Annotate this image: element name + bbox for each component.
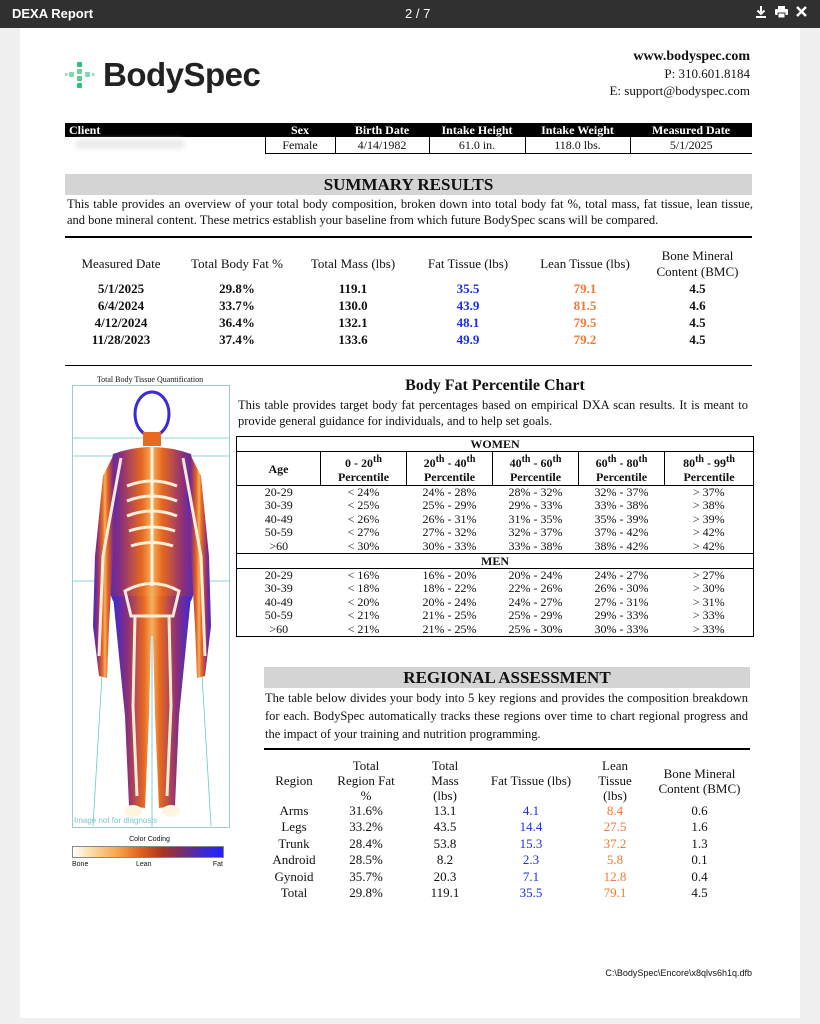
summary-lean: 79.2: [573, 332, 597, 347]
age-range-cell: 30-39: [264, 498, 293, 513]
men-percentile-row: [237, 582, 754, 595]
body-scan-figure: [73, 386, 230, 828]
percentile-cell: 30% - 33%: [422, 538, 477, 553]
percentile-cell: > 30%: [692, 581, 725, 596]
dexa-scan-image: [72, 385, 230, 828]
scan-disclaimer: Image not for diagnosis: [74, 816, 158, 825]
age-range-cell: 20-29: [237, 486, 321, 500]
percentile-cell: 21% - 25%: [422, 621, 477, 636]
regional-fat-pct: 28.4%: [349, 835, 383, 851]
age-range-cell: 50-59: [264, 608, 293, 623]
men-percentile-row: [237, 569, 754, 583]
women-label: WOMEN: [470, 437, 520, 451]
regional-bmc: 0.6: [691, 803, 708, 818]
summary-date: 4/12/2024: [94, 315, 148, 330]
regional-fat: 7.1: [522, 868, 540, 884]
report-page: [20, 28, 800, 1018]
regional-region: Gynoid: [274, 868, 314, 884]
age-range-cell: 30-39: [264, 581, 293, 596]
men-percentile-row: [237, 596, 754, 609]
sex-header: Sex: [265, 123, 335, 137]
regional-fat-pct: 28.5%: [349, 852, 383, 868]
regional-fat-pct: 31.6%: [349, 803, 383, 818]
regional-row: [265, 869, 750, 885]
men-percentile-row: [237, 609, 754, 622]
percentile-cell: 24% - 27%: [508, 594, 563, 609]
viewer-toolbar: [0, 0, 820, 28]
summary-top-rule: [65, 236, 752, 238]
body-fat-percentile-table: [236, 436, 754, 637]
percentile-cell: 30% - 33%: [594, 621, 649, 636]
percentile-cell: > 31%: [692, 594, 725, 609]
website-link[interactable]: www.bodyspec.com: [633, 49, 750, 64]
client-birth-date: 4/14/1982: [335, 137, 429, 154]
summary-col-bmc: Bone Mineral Content (BMC): [656, 248, 739, 279]
regional-bmc: 1.3: [691, 835, 708, 851]
regional-region: Android: [272, 852, 316, 868]
summary-date: 11/28/2023: [91, 332, 151, 347]
men-label: MEN: [237, 554, 754, 569]
regional-mass: 53.8: [433, 835, 457, 851]
regional-region: Trunk: [278, 835, 310, 851]
percentile-cell: < 18%: [347, 581, 380, 596]
percentile-cell: 29% - 33%: [594, 608, 649, 623]
color-label-bone: Bone: [72, 861, 89, 868]
percentile-cell: 37% - 42%: [594, 525, 649, 540]
support-email[interactable]: E: support@bodyspec.com: [609, 83, 750, 98]
client-info-table: [65, 123, 752, 154]
summary-lean: 81.5: [573, 298, 597, 313]
regional-fat: 14.4: [519, 819, 543, 835]
summary-results-table: [65, 248, 752, 348]
regional-mass: 20.3: [433, 868, 457, 884]
intake-height-header: Intake Height: [429, 123, 525, 137]
percentile-cell: < 20%: [347, 594, 380, 609]
regional-row: [265, 819, 750, 835]
summary-bodyfat: 37.4%: [219, 332, 255, 347]
regional-lean: 8.4: [606, 803, 624, 818]
percentile-cell: < 30%: [347, 538, 380, 553]
percentile-cell: 24% - 27%: [594, 568, 649, 583]
client-weight: 118.0 lbs.: [525, 137, 630, 154]
summary-fat: 35.5: [456, 281, 480, 296]
client-header: Client: [65, 123, 265, 137]
percentile-cell: 32% - 37%: [579, 486, 665, 500]
percentile-cell: 35% - 39%: [594, 511, 649, 526]
client-measured-date: 5/1/2025: [630, 137, 752, 154]
summary-results-title: SUMMARY RESULTS: [65, 174, 752, 195]
regional-fat-pct: 33.2%: [349, 819, 383, 835]
summary-row: [65, 331, 752, 348]
pct-header-80-99: 80th - 99th Percentile: [665, 452, 754, 486]
summary-col-date: Measured Date: [81, 256, 161, 271]
percentile-cell: 24% - 28%: [407, 486, 493, 500]
percentile-cell: > 38%: [692, 498, 725, 513]
birth-date-header: Birth Date: [335, 123, 429, 137]
summary-mass: 132.1: [338, 315, 368, 330]
regional-col-fat: Fat Tissue (lbs): [490, 773, 572, 788]
percentile-cell: < 26%: [347, 511, 380, 526]
age-range-cell: 40-49: [264, 594, 293, 609]
measured-date-header: Measured Date: [630, 123, 752, 137]
percentile-cell: < 25%: [347, 498, 380, 513]
close-icon[interactable]: [795, 5, 808, 22]
regional-bmc: 0.1: [691, 852, 708, 868]
percentile-cell: 25% - 29%: [422, 498, 477, 513]
regional-description: The table below divides your body into 5 key regions and provides the composition breakdown for each. BodySpec automatically tracks these regions over time to chart regional progress and the impact of your training and nutrition programming.: [265, 691, 748, 741]
women-percentile-row: [237, 540, 754, 554]
age-range-cell: 40-49: [264, 511, 293, 526]
summary-col-bodyfat: Total Body Fat %: [191, 256, 283, 271]
client-sex: Female: [265, 137, 335, 154]
percentile-cell: > 39%: [692, 511, 725, 526]
percentile-cell: < 27%: [347, 525, 380, 540]
summary-bmc: 4.5: [689, 332, 706, 347]
regional-mass: 8.2: [436, 852, 454, 868]
regional-assessment-table: [265, 758, 750, 901]
women-percentile-row: [237, 513, 754, 526]
percentile-cell: 16% - 20%: [422, 568, 477, 583]
percentile-cell: 26% - 31%: [422, 511, 477, 526]
summary-lean: 79.5: [573, 315, 597, 330]
pct-header-0-20: 0 - 20th Percentile: [321, 452, 407, 486]
regional-fat: 35.5: [519, 885, 543, 901]
percentile-cell: 29% - 33%: [508, 498, 563, 513]
file-path: C:\BodySpec\Encore\x8qlvs6h1q.dfb: [605, 968, 752, 978]
regional-region: Total: [280, 885, 308, 901]
percentile-cell: 22% - 26%: [508, 581, 563, 596]
summary-mass: 133.6: [338, 332, 368, 347]
percentile-cell: 27% - 32%: [422, 525, 477, 540]
summary-lean: 79.1: [573, 281, 597, 296]
percentile-cell: 25% - 30%: [508, 621, 563, 636]
pct-header-40-60: 40th - 60th Percentile: [493, 452, 579, 486]
percentile-cell: 33% - 38%: [594, 498, 649, 513]
percentile-cell: 20% - 24%: [508, 568, 563, 583]
regional-bmc: 0.4: [691, 868, 708, 884]
summary-row: [65, 297, 752, 314]
viewer-title: DEXA Report: [12, 6, 94, 21]
regional-fat: 2.3: [522, 852, 540, 868]
color-coding-legend: [72, 846, 224, 858]
regional-top-rule: [264, 748, 750, 750]
percentile-cell: > 42%: [692, 525, 725, 540]
regional-bmc: 1.6: [691, 819, 708, 835]
regional-lean: 37.2: [603, 835, 627, 851]
women-percentile-row: [237, 499, 754, 512]
percentile-cell: > 37%: [665, 486, 754, 500]
summary-fat: 43.9: [456, 298, 480, 313]
download-icon[interactable]: [754, 5, 768, 22]
summary-date: 6/4/2024: [97, 298, 145, 313]
color-label-lean: Lean: [136, 861, 152, 868]
regional-fat-pct: 35.7%: [349, 868, 383, 884]
percentile-cell: 38% - 42%: [594, 538, 649, 553]
summary-description: This table provides an overview of your total body composition, broken down into total body fat %, total mass, fat tissue, lean tissue, and bone mineral content. These metrics establish your baseline from which future BodySpec scans will be compared.: [67, 197, 753, 227]
regional-col-bmc: Bone Mineral Content (BMC): [658, 765, 741, 796]
regional-col-fat-pct: Total Region Fat %: [337, 758, 395, 803]
regional-col-lean: Lean Tissue (lbs): [598, 758, 632, 803]
men-percentile-row: [237, 623, 754, 637]
percentile-cell: 21% - 25%: [422, 608, 477, 623]
women-percentile-row: [237, 526, 754, 539]
age-header: Age: [237, 452, 321, 486]
summary-col-lean: Lean Tissue (lbs): [540, 256, 630, 271]
summary-bmc: 4.5: [689, 281, 706, 296]
bodyspec-logo: [65, 56, 260, 94]
regional-bmc: 4.5: [691, 885, 708, 901]
summary-date: 5/1/2025: [97, 281, 145, 296]
age-range-cell: >60: [269, 538, 289, 553]
percentile-cell: 27% - 31%: [594, 594, 649, 609]
percentile-cell: > 33%: [692, 608, 725, 623]
regional-row: [265, 803, 750, 819]
percentile-cell: < 16%: [347, 568, 380, 583]
percentile-cell: < 21%: [347, 621, 380, 636]
regional-fat: 15.3: [519, 835, 543, 851]
color-label-fat: Fat: [212, 861, 223, 868]
percentile-description: This table provides target body fat percentages based on empirical DXA scan results. It is meant to provide general guidance for individuals, and to help set goals.: [238, 398, 748, 428]
page-indicator: 2 / 7: [405, 6, 431, 21]
percentile-cell: > 27%: [692, 568, 725, 583]
client-height: 61.0 in.: [429, 137, 525, 154]
client-name-redacted: [65, 137, 265, 154]
summary-fat: 49.9: [456, 332, 480, 347]
regional-row: [265, 885, 750, 901]
scan-title: Total Body Tissue Quantification: [96, 375, 204, 384]
percentile-cell: 20% - 24%: [422, 594, 477, 609]
regional-row: [265, 852, 750, 868]
percentile-cell: < 21%: [347, 608, 380, 623]
pct-header-60-80: 60th - 80th Percentile: [579, 452, 665, 486]
regional-row: [265, 836, 750, 852]
regional-region: Legs: [281, 819, 307, 835]
percentile-cell: < 24%: [321, 486, 407, 500]
pct-header-20-40: 20th - 40th Percentile: [407, 452, 493, 486]
summary-row: [65, 314, 752, 331]
percentile-cell: 26% - 30%: [594, 581, 649, 596]
summary-fat: 48.1: [456, 315, 480, 330]
contact-block: [609, 48, 750, 99]
regional-col-region: Region: [275, 773, 313, 788]
regional-lean: 79.1: [603, 885, 627, 901]
summary-col-mass: Total Mass (lbs): [310, 256, 396, 271]
percentile-cell: 25% - 29%: [508, 608, 563, 623]
intake-weight-header: Intake Weight: [525, 123, 630, 137]
regional-lean: 27.5: [603, 819, 627, 835]
regional-fat: 4.1: [522, 803, 540, 818]
percentile-cell: 33% - 38%: [508, 538, 563, 553]
percentile-cell: 32% - 37%: [508, 525, 563, 540]
women-percentile-row: [237, 486, 754, 500]
summary-bottom-rule: [65, 365, 752, 366]
print-icon[interactable]: [774, 5, 789, 22]
regional-assessment-title: REGIONAL ASSESSMENT: [264, 667, 750, 688]
summary-mass: 130.0: [338, 298, 368, 313]
regional-lean: 5.8: [606, 852, 624, 868]
regional-mass: 13.1: [433, 803, 457, 818]
summary-bmc: 4.5: [689, 315, 706, 330]
age-range-cell: 20-29: [264, 568, 293, 583]
percentile-cell: > 33%: [692, 621, 725, 636]
regional-mass: 43.5: [433, 819, 457, 835]
summary-bodyfat: 33.7%: [219, 298, 255, 313]
regional-fat-pct: 29.8%: [349, 885, 383, 901]
summary-bodyfat: 36.4%: [219, 315, 255, 330]
summary-row: [65, 280, 752, 297]
percentile-cell: 28% - 32%: [493, 486, 579, 500]
age-range-cell: 50-59: [264, 525, 293, 540]
brand-name: BodySpec: [103, 56, 261, 93]
age-range-cell: >60: [269, 621, 289, 636]
men-label-row: [237, 554, 754, 569]
bodyspec-logo-icon: [65, 61, 95, 89]
percentile-cell: 31% - 35%: [508, 511, 563, 526]
regional-lean: 12.8: [603, 868, 627, 884]
summary-bodyfat: 29.8%: [219, 281, 255, 296]
phone-number: P: 310.601.8184: [664, 66, 750, 81]
regional-mass: 119.1: [430, 885, 460, 901]
percentile-cell: > 42%: [692, 538, 725, 553]
percentile-cell: 18% - 22%: [422, 581, 477, 596]
regional-col-mass: Total Mass (lbs): [431, 758, 459, 803]
percentile-chart-title: Body Fat Percentile Chart: [405, 377, 585, 394]
summary-mass: 119.1: [338, 281, 368, 296]
regional-region: Arms: [279, 803, 309, 818]
summary-col-fat: Fat Tissue (lbs): [427, 256, 509, 271]
color-coding-title: Color Coding: [129, 836, 170, 843]
summary-bmc: 4.6: [689, 298, 706, 313]
